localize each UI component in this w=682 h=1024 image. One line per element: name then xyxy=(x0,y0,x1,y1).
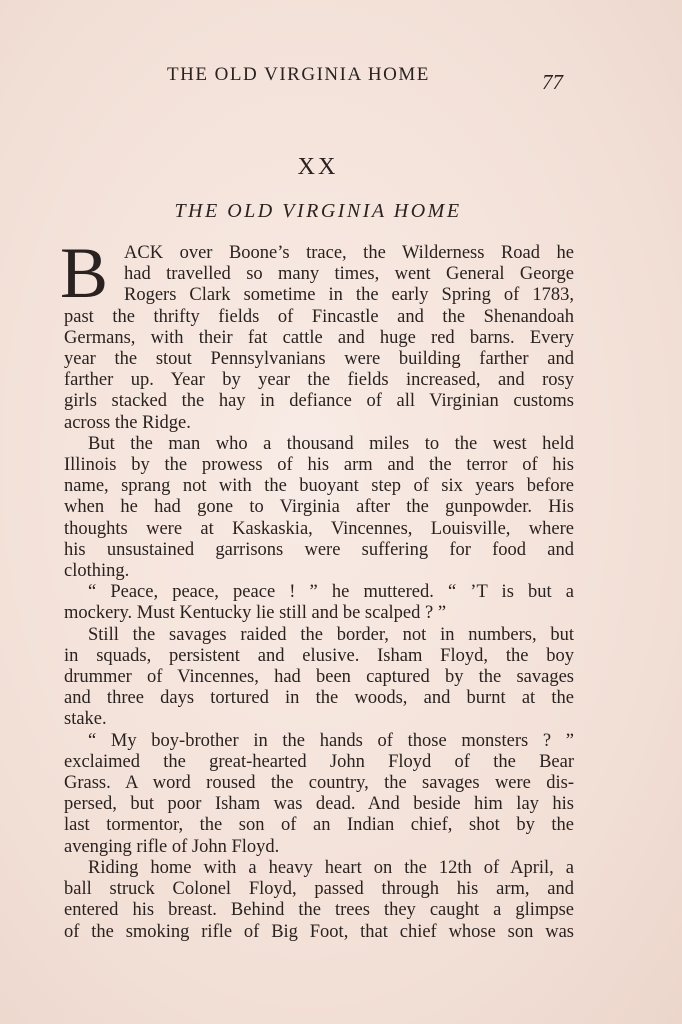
text-line: had travelled so many times, went General George xyxy=(124,264,574,285)
text-line: his unsustained garrisons were suffering for food and xyxy=(64,539,574,560)
text-line: name, sprang not with the buoyant step of six years before xyxy=(64,476,574,497)
text-line: “ Peace, peace, peace ! ” he muttered. “ ’T is but a xyxy=(88,582,574,603)
text-line: last tormentor, the son of an Indian chief, shot by the xyxy=(64,815,574,836)
body-text xyxy=(60,233,574,943)
text-line: clothing. xyxy=(64,561,130,582)
text-line: ball struck Colonel Floyd, passed through his arm, and xyxy=(64,879,574,900)
text-line: and three days tortured in the woods, and burnt at the xyxy=(64,688,574,709)
page-number: 77 xyxy=(542,70,563,94)
text-line: Riding home with a heavy heart on the 12th of April, a xyxy=(88,857,574,878)
text-line: Illinois by the prowess of his arm and the terror of his xyxy=(64,455,574,476)
text-line: in squads, persistent and elusive. Isham Floyd, the boy xyxy=(64,645,574,666)
text-line: past the thrifty fields of Fincastle and the Shenandoah xyxy=(64,306,574,327)
text-line: Rogers Clark sometime in the early Spring of 1783, xyxy=(124,285,574,306)
text-line: stake. xyxy=(64,709,107,730)
chapter-number: XX xyxy=(297,154,339,180)
text-line: year the stout Pennsylvanians were building farther and xyxy=(64,349,574,370)
text-line: farther up. Year by year the fields increased, and rosy xyxy=(64,370,574,391)
text-line: Grass. A word roused the country, the savages were dis- xyxy=(64,773,574,794)
text-line: “ My boy-brother in the hands of those monsters ? ” xyxy=(88,730,574,751)
chapter-title: THE OLD VIRGINIA HOME xyxy=(174,200,462,222)
text-line: persed, but poor Isham was dead. And beside him lay his xyxy=(64,794,574,815)
text-line: mockery. Must Kentucky lie still and be scalped ? ” xyxy=(64,603,447,624)
text-line: But the man who a thousand miles to the west held xyxy=(88,433,574,454)
text-line: ACK over Boone’s trace, the Wilderness Road he xyxy=(124,243,574,263)
text-line: exclaimed the great-hearted John Floyd of the Bear xyxy=(64,751,574,772)
text-line: thoughts were at Kaskaskia, Vincennes, Louisville, where xyxy=(64,518,574,539)
text-line: drummer of Vincennes, had been captured by the savages xyxy=(64,667,574,688)
text-line: when he had gone to Virginia after the gunpowder. His xyxy=(64,497,574,518)
text-line: entered his breast. Behind the trees they caught a glimpse xyxy=(64,900,574,921)
drop-cap: B xyxy=(60,233,109,313)
text-line: across the Ridge. xyxy=(64,412,191,433)
text-line: Germans, with their fat cattle and huge red barns. Every xyxy=(64,327,574,348)
text-line: of the smoking rifle of Big Foot, that chief whose son was xyxy=(64,921,574,942)
text-line: Still the savages raided the border, not in numbers, but xyxy=(88,624,574,645)
text-line: girls stacked the hay in defiance of all Virginian customs xyxy=(64,391,574,412)
running-head: THE OLD VIRGINIA HOME xyxy=(167,64,430,85)
text-line: avenging rifle of John Floyd. xyxy=(64,836,280,857)
